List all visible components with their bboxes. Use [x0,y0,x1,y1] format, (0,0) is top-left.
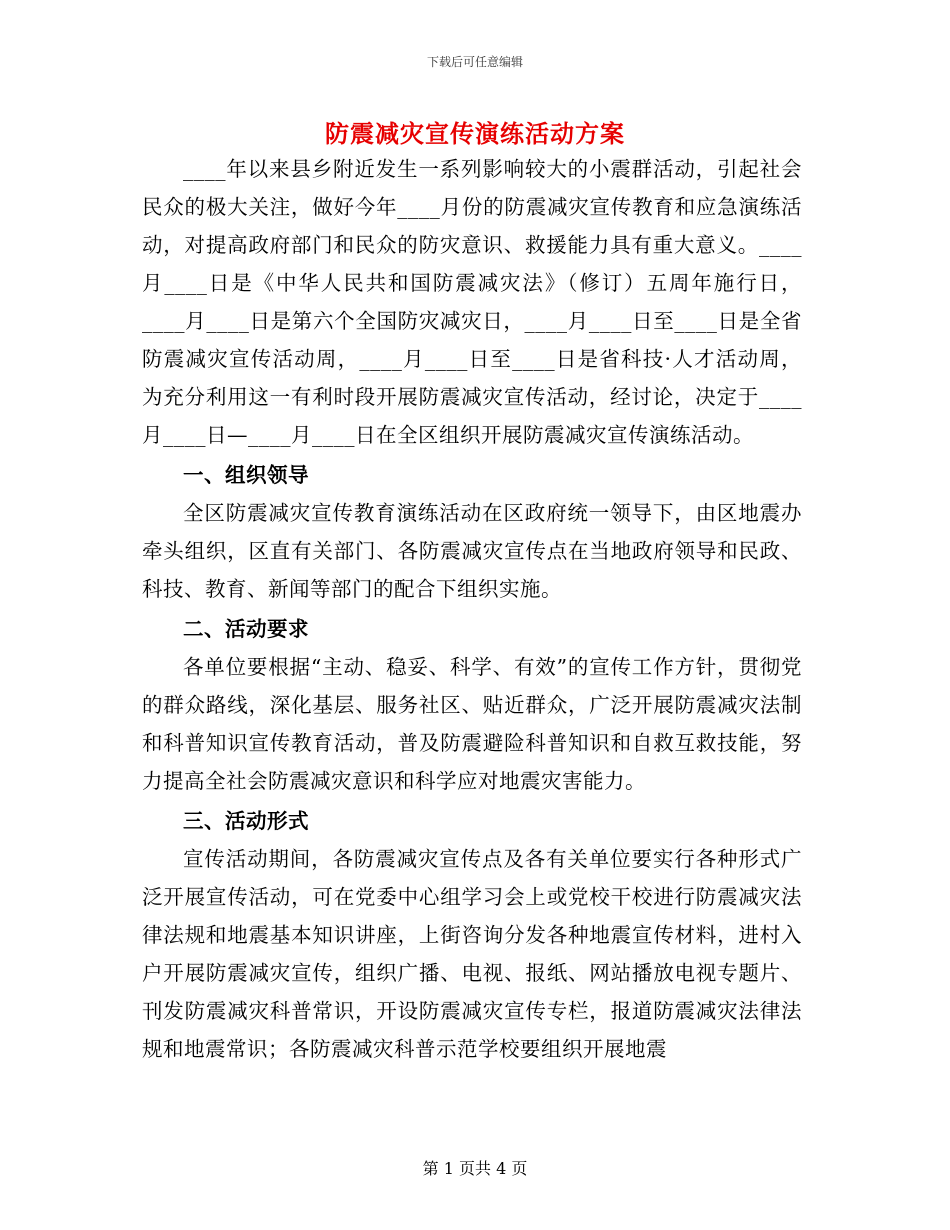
section-body-1: 全区防震减灾宣传教育演练活动在区政府统一领导下，由区地震办牵头组织，区直有关部门、各防震减灾宣传点在当地政府领导和民政、科技、教育、新闻等部门的配合下组织实施。 [142,501,802,601]
page-header-note: 下载后可任意编辑 [426,55,523,69]
document-title: 防震减灾宣传演练活动方案 [325,119,625,148]
section-heading-2: 二、活动要求 [183,617,309,641]
document-body [142,150,802,1068]
section-body-2: 各单位要根据“主动、稳妥、科学、有效”的宣传工作方针，贯彻党的群众路线，深化基层、服务社区、贴近群众，广泛开展防震减灾法制和科普知识宣传教育活动，普及防震避险科普知识和自救互救技能，努力提高全社会防震减灾意识和科学应对地震灾害能力。 [142,655,802,793]
section-heading-1: 一、组织领导 [183,463,309,487]
section-body-3: 宣传活动期间，各防震减灾宣传点及各有关单位要实行各种形式广泛开展宣传活动，可在党委中心组学习会上或党校干校进行防震减灾法律法规和地震基本知识讲座，上街咨询分发各种地震宣传材料，进村入户开展防震减灾宣传，组织广播、电视、报纸、网站播放电视专题片、刊发防震减灾科普常识，开设防震减灾宣传专栏，报道防震减灾法律法规和地震常识；各防震减灾科普示范学校要组织开展地震 [142,847,802,1061]
page-number: 第 1 页共 4 页 [422,1159,528,1178]
intro-paragraph: ____年以来县乡附近发生一系列影响较大的小震群活动，引起社会民众的极大关注，做好今年____月份的防震减灾宣传教育和应急演练活动，对提高政府部门和民众的防灾意识、救援能力具有重大意义。____月____日是《中华人民共和国防震减灾法》（修订）五周年施行日，____月____日是第六个全国防灾减灾日，____月____日至____日是全省防震减灾宣传活动周，____月____日至____日是省科技·人才活动周，为充分利用这一有利时段开展防震减灾宣传活动，经讨论，决定于____月____日—____月____日在全区组织开展防震减灾宣传演练活动。 [142,157,802,447]
section-heading-3: 三、活动形式 [183,809,309,833]
